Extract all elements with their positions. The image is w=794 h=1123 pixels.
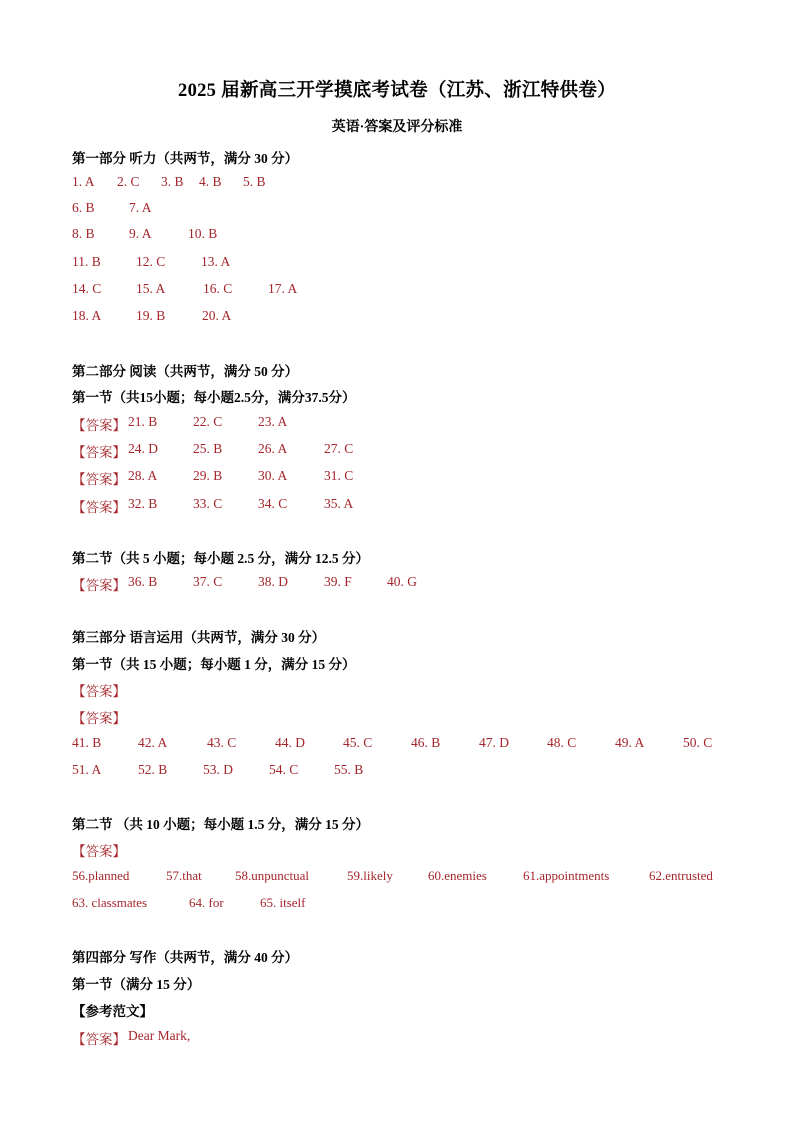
answer-item: 65. itself bbox=[260, 895, 306, 910]
answer-item: 38. D bbox=[258, 574, 288, 589]
answer-item: 41. B bbox=[72, 735, 102, 750]
answer-item: 61.appointments bbox=[523, 868, 610, 883]
answer-item: 19. B bbox=[136, 308, 166, 323]
answer-item: 44. D bbox=[275, 735, 305, 750]
answer-item: 18. A bbox=[72, 308, 102, 323]
part1-header: 第一部分 听力（共两节，满分 30 分） bbox=[72, 151, 299, 166]
part4-header: 第四部分 写作（共两节，满分 40 分） bbox=[72, 950, 299, 965]
answer-tag: 【答案】 bbox=[72, 1032, 126, 1047]
answer-item: 36. B bbox=[128, 574, 158, 589]
answer-item: 50. C bbox=[683, 735, 713, 750]
letter-salutation: Dear Mark, bbox=[128, 1028, 191, 1043]
answer-item: 49. A bbox=[615, 735, 645, 750]
answer-item: 13. A bbox=[201, 254, 231, 269]
answer-item: 42. A bbox=[138, 735, 168, 750]
answer-item: 9. A bbox=[129, 226, 152, 241]
answer-item: 11. B bbox=[72, 254, 101, 269]
answer-item: 25. B bbox=[193, 441, 223, 456]
answer-item: 62.entrusted bbox=[649, 868, 713, 883]
answer-item: 1. A bbox=[72, 174, 95, 189]
answer-item: 56.planned bbox=[72, 868, 130, 883]
part2-header: 第二部分 阅读（共两节，满分 50 分） bbox=[72, 364, 299, 379]
answer-item: 15. A bbox=[136, 281, 166, 296]
answer-item: 23. A bbox=[258, 414, 288, 429]
answer-item: 8. B bbox=[72, 226, 95, 241]
answer-item: 28. A bbox=[128, 468, 158, 483]
answer-item: 6. B bbox=[72, 200, 95, 215]
answer-item: 46. B bbox=[411, 735, 441, 750]
answer-item: 30. A bbox=[258, 468, 288, 483]
answer-item: 51. A bbox=[72, 762, 102, 777]
answer-item: 39. F bbox=[324, 574, 352, 589]
answer-item: 53. D bbox=[203, 762, 233, 777]
answer-item: 48. C bbox=[547, 735, 577, 750]
answer-item: 52. B bbox=[138, 762, 168, 777]
reference-tag: 【参考范文】 bbox=[72, 1004, 153, 1019]
answer-tag: 【答案】 bbox=[72, 711, 126, 726]
answer-item: 34. C bbox=[258, 496, 288, 511]
answer-item: 17. A bbox=[268, 281, 298, 296]
answer-tag: 【答案】 bbox=[72, 472, 126, 487]
answer-item: 47. D bbox=[479, 735, 509, 750]
answer-tag: 【答案】 bbox=[72, 578, 126, 593]
answer-item: 5. B bbox=[243, 174, 266, 189]
page-title: 2025 届新高三开学摸底考试卷（江苏、浙江特供卷） bbox=[178, 81, 616, 101]
answer-item: 21. B bbox=[128, 414, 158, 429]
answer-item: 33. C bbox=[193, 496, 223, 511]
answer-item: 35. A bbox=[324, 496, 354, 511]
answer-item: 12. C bbox=[136, 254, 166, 269]
answer-item: 27. C bbox=[324, 441, 354, 456]
answer-item: 7. A bbox=[129, 200, 152, 215]
answer-tag: 【答案】 bbox=[72, 418, 126, 433]
answer-item: 32. B bbox=[128, 496, 158, 511]
answer-item: 4. B bbox=[199, 174, 222, 189]
answer-tag: 【答案】 bbox=[72, 844, 126, 859]
answer-item: 16. C bbox=[203, 281, 233, 296]
answer-item: 58.unpunctual bbox=[235, 868, 310, 883]
part3-header: 第三部分 语言运用（共两节，满分 30 分） bbox=[72, 630, 326, 645]
answer-item: 24. D bbox=[128, 441, 158, 456]
answer-item: 10. B bbox=[188, 226, 218, 241]
answer-item: 55. B bbox=[334, 762, 364, 777]
answer-item: 26. A bbox=[258, 441, 288, 456]
part3-section1-header: 第一节（共 15 小题；每小题 1 分，满分 15 分） bbox=[72, 657, 356, 672]
answer-item: 43. C bbox=[207, 735, 237, 750]
part2-section1-header: 第一节（共15小题；每小题2.5分，满分37.5分） bbox=[72, 390, 356, 405]
answer-item: 2. C bbox=[117, 174, 140, 189]
answer-item: 14. C bbox=[72, 281, 102, 296]
part4-section1-header: 第一节（满分 15 分） bbox=[72, 977, 201, 992]
page-subtitle: 英语·答案及评分标准 bbox=[331, 120, 463, 135]
answer-item: 45. C bbox=[343, 735, 373, 750]
answer-item: 37. C bbox=[193, 574, 223, 589]
answer-item: 3. B bbox=[161, 174, 184, 189]
answer-item: 59.likely bbox=[347, 868, 393, 883]
part2-section2-header: 第二节（共 5 小题；每小题 2.5 分，满分 12.5 分） bbox=[72, 551, 369, 566]
answer-item: 20. A bbox=[202, 308, 232, 323]
answer-item: 54. C bbox=[269, 762, 299, 777]
answer-item: 31. C bbox=[324, 468, 354, 483]
answer-item: 57.that bbox=[166, 868, 202, 883]
answer-tag: 【答案】 bbox=[72, 500, 126, 515]
answer-item: 63. classmates bbox=[72, 895, 148, 910]
answer-item: 60.enemies bbox=[428, 868, 487, 883]
answer-item: 29. B bbox=[193, 468, 223, 483]
answer-item: 22. C bbox=[193, 414, 223, 429]
answer-tag: 【答案】 bbox=[72, 445, 126, 460]
part3-section2-header: 第二节 （共 10 小题；每小题 1.5 分，满分 15 分） bbox=[72, 817, 369, 832]
answer-tag: 【答案】 bbox=[72, 684, 126, 699]
answer-item: 64. for bbox=[189, 895, 224, 910]
answer-item: 40. G bbox=[387, 574, 417, 589]
